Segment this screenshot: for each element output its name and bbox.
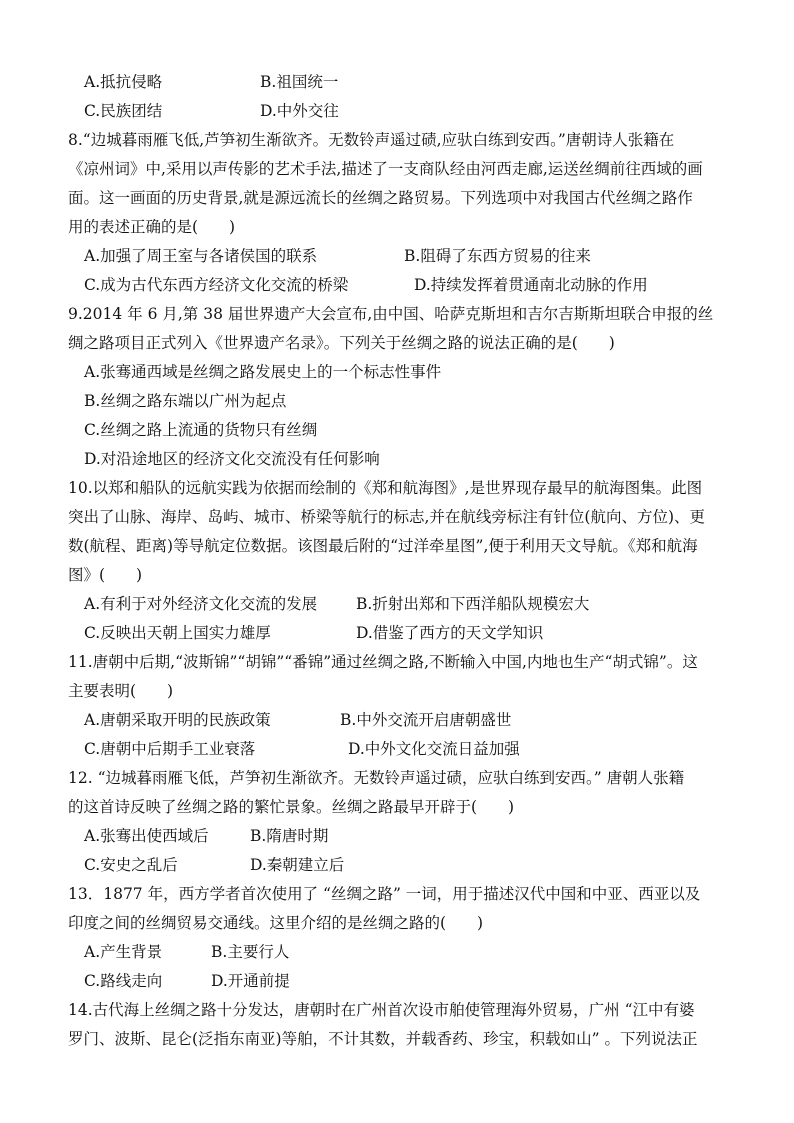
options-row-cd — [68, 967, 728, 996]
question-stem-line: 印度之间的丝绸贸易交通线。这里介绍的是丝绸之路的( ) — [68, 914, 484, 932]
question-11 — [68, 648, 728, 764]
option-a: A.张骞通西域是丝绸之路发展史上的一个标志性事件 — [84, 363, 442, 381]
options-row-ab — [68, 706, 728, 735]
option-a: A.张骞出使西域后 — [84, 827, 209, 845]
option-a: A.加强了周王室与各诸侯国的联系 — [84, 247, 318, 265]
question-12 — [68, 764, 728, 880]
option-b: B.祖国统一 — [260, 73, 339, 91]
option-b: B.主要行人 — [211, 943, 290, 961]
option-c: C.丝绸之路上流通的货物只有丝绸 — [84, 421, 318, 439]
options-row-ab — [68, 590, 728, 619]
question-9 — [68, 300, 728, 474]
option-c: C.安史之乱后 — [84, 856, 178, 874]
option-d: D.中外交往 — [260, 102, 339, 120]
option-d: D.持续发挥着贯通南北动脉的作用 — [414, 276, 648, 294]
question-stem-line: 8.“边城暮雨雁飞低,芦笋初生渐欲齐。无数铃声遥过碛,应驮白练到安西。”唐朝诗人张籍在 — [68, 131, 675, 149]
question-stem-line: 绸之路项目正式列入《世界遗产名录》。下列关于丝绸之路的说法正确的是( ) — [68, 334, 615, 352]
option-d: D.中外文化交流日益加强 — [348, 740, 520, 758]
question-stem-line: 13．1877 年，西方学者首次使用了 “丝绸之路” 一词，用于描述汉代中国和中亚、西亚以及 — [68, 885, 701, 903]
question-stem-line: 9.2014 年 6 月,第 38 届世界遗产大会宣布,由中国、哈萨克斯坦和吉尔吉斯斯坦联合申报的丝 — [68, 305, 714, 323]
option-c: C.唐朝中后期手工业衰落 — [84, 740, 256, 758]
option-a-row — [68, 358, 728, 387]
option-a: A.产生背景 — [84, 943, 163, 961]
option-c: C.成为古代东西方经济文化交流的桥梁 — [84, 276, 349, 294]
option-c: C.民族团结 — [84, 102, 163, 120]
options-row-cd — [68, 271, 728, 300]
option-d: D.借鉴了西方的天文学知识 — [356, 624, 544, 642]
options-row-cd — [68, 619, 728, 648]
option-a: A.唐朝采取开明的民族政策 — [84, 711, 271, 729]
question-stem-line: 突出了山脉、海岸、岛屿、城市、桥梁等航行的标志,并在航线旁标注有针位(航向、方位)、更 — [68, 508, 706, 526]
question-stem-line: 11.唐朝中后期,“波斯锦”“胡锦”“番锦”通过丝绸之路,不断输入中国,内地也生产“胡式锦”。这 — [68, 653, 698, 671]
option-b: B.中外交流开启唐朝盛世 — [340, 711, 512, 729]
option-b-row — [68, 387, 728, 416]
question-stem-line: 10.以郑和船队的远航实践为依据而绘制的《郑和航海图》,是世界现存最早的航海图集。此图 — [68, 479, 703, 497]
question-stem-line: 用的表述正确的是( ) — [68, 218, 236, 236]
question-13 — [68, 880, 728, 996]
question-stem-line: 罗门、波斯、昆仑(泛指东南亚)等舶，不计其数，并载香药、珍宝，积载如山” 。下列说法正 — [68, 1030, 698, 1048]
question-7 — [68, 68, 728, 126]
question-10 — [68, 474, 728, 648]
option-b: B.阻碍了东西方贸易的往来 — [404, 247, 591, 265]
option-d: D.秦朝建立后 — [250, 856, 345, 874]
option-b: B.隋唐时期 — [250, 827, 329, 845]
option-c-row — [68, 416, 728, 445]
option-d-row — [68, 445, 728, 474]
question-stem-line: 《凉州词》中,采用以声传影的艺术手法,描述了一支商队经由河西走廊,运送丝绸前往西域的画 — [68, 160, 703, 178]
options-row-cd — [68, 735, 728, 764]
question-stem-line: 数(航程、距离)等导航定位数据。该图最后附的“过洋牵星图”,便于利用天文导航。《郑和航海 — [68, 537, 698, 555]
options-row-ab — [68, 938, 728, 967]
question-8 — [68, 126, 728, 300]
option-d: D.开通前提 — [211, 972, 290, 990]
exam-page — [68, 68, 728, 1054]
option-a: A.抵抗侵略 — [84, 73, 163, 91]
options-row-ab — [68, 822, 728, 851]
question-stem-line: 12. “边城暮雨雁飞低，芦笋初生渐欲齐。无数铃声遥过碛，应驮白练到安西。” 唐朝人张籍 — [68, 769, 685, 787]
question-stem-line: 主要表明( ) — [68, 682, 174, 700]
option-d: D.对沿途地区的经济文化交流没有任何影响 — [84, 450, 380, 468]
question-stem-line: 面。这一画面的历史背景,就是源远流长的丝绸之路贸易。下列选项中对我国古代丝绸之路作 — [68, 189, 693, 207]
option-b: B.折射出郑和下西洋船队规模宏大 — [356, 595, 590, 613]
option-b: B.丝绸之路东端以广州为起点 — [84, 392, 287, 410]
question-stem-line: 14.古代海上丝绸之路十分发达，唐朝时在广州首次设市舶使管理海外贸易，广州 “江中有婆 — [68, 1001, 695, 1019]
question-stem-line: 图》( ) — [68, 566, 143, 584]
option-c: C.反映出天朝上国实力雄厚 — [84, 624, 271, 642]
option-c: C.路线走向 — [84, 972, 163, 990]
options-row-ab — [68, 242, 728, 271]
option-a: A.有利于对外经济文化交流的发展 — [84, 595, 318, 613]
options-row-cd — [68, 97, 728, 126]
options-row-cd — [68, 851, 728, 880]
options-row-ab — [68, 68, 728, 97]
question-14 — [68, 996, 728, 1054]
question-stem-line: 的这首诗反映了丝绸之路的繁忙景象。丝绸之路最早开辟于( ) — [68, 798, 515, 816]
